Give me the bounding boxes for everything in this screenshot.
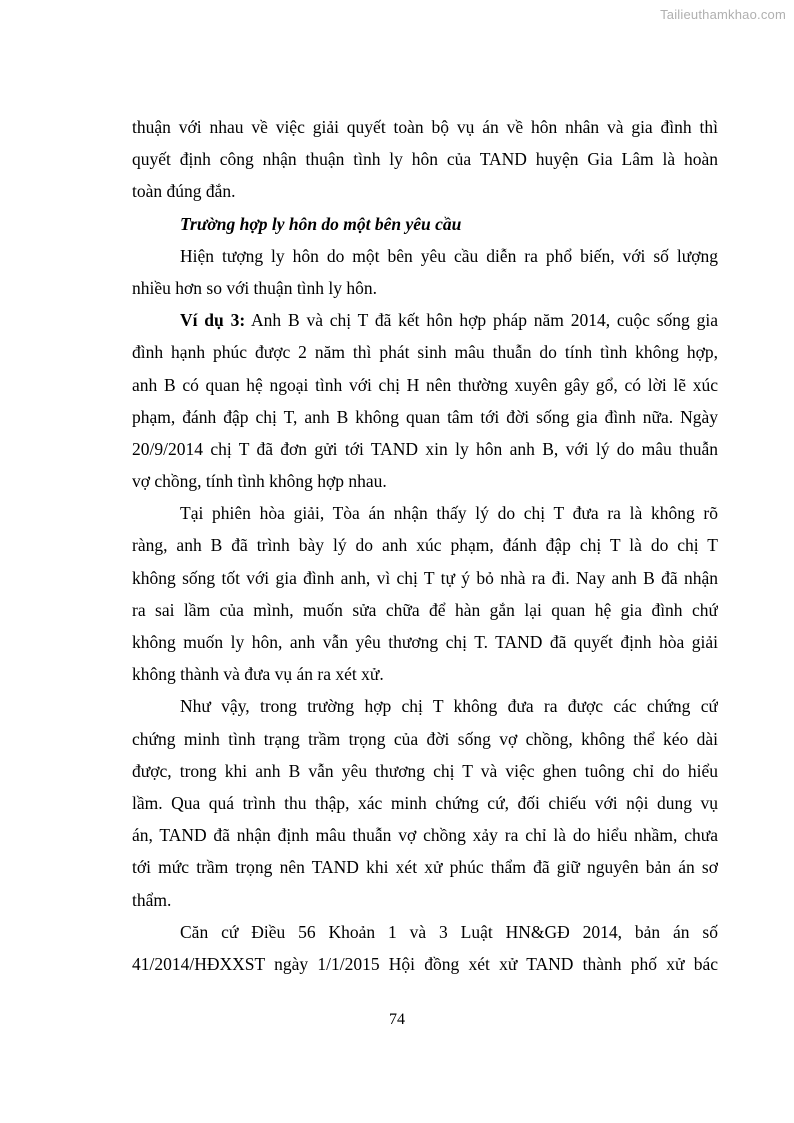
section-heading: Trường hợp ly hôn do một bên yêu cầu [180, 213, 462, 234]
text-line: Căn cứ Điều 56 Khoản 1 và 3 Luật HN&GĐ 2014, bản án số [180, 921, 718, 942]
text-line [132, 304, 718, 336]
text-line: được, trong khi anh B vẫn yêu thương chị T và việc ghen tuông chỉ do hiểu [132, 760, 718, 781]
text-line: quyết định công nhận thuận tình ly hôn của TAND huyện Gia Lâm là hoàn [132, 149, 718, 170]
text-line: toàn đúng đắn. [132, 181, 236, 202]
page-number: 74 [389, 1011, 405, 1028]
text-span: Anh B và chị T đã kết hôn hợp pháp năm 2014, cuộc sống gia [245, 310, 718, 331]
text-line: tới mức trầm trọng nên TAND khi xét xử phúc thẩm đã giữ nguyên bản án sơ [132, 857, 718, 878]
text-line: ra sai lầm của mình, muốn sửa chữa để hàn gắn lại quan hệ gia đình chứ [132, 599, 718, 620]
text-line: thẩm. [132, 889, 172, 910]
text-line: 20/9/2014 chị T đã đơn gửi tới TAND xin ly hôn anh B, với lý do mâu thuẫn [132, 438, 718, 459]
text-line: thuận với nhau về việc giải quyết toàn bộ vụ án về hôn nhân và gia đình thì [132, 117, 718, 137]
text-line: 41/2014/HĐXXST ngày 1/1/2015 Hội đồng xét xử TAND thành phố xử bác [132, 953, 718, 974]
text-line: án, TAND đã nhận định mâu thuẫn vợ chồng xảy ra chỉ là do hiểu nhầm, chưa [132, 825, 718, 846]
document-body [132, 111, 718, 980]
text-line: đình hạnh phúc được 2 năm thì phát sinh mâu thuẫn do tính tình không hợp, [132, 342, 718, 363]
watermark: Tailieuthamkhao.com [660, 7, 786, 22]
text-line: Tại phiên hòa giải, Tòa án nhận thấy lý do chị T đưa ra là không rõ [180, 503, 718, 524]
text-line: ràng, anh B đã trình bày lý do anh xúc phạm, đánh đập chị T là do chị T [132, 535, 718, 556]
text-line: không thành và đưa vụ án ra xét xử. [132, 664, 384, 685]
text-line: không muốn ly hôn, anh vẫn yêu thương chị T. TAND đã quyết định hòa giải [132, 632, 718, 652]
text-line: Hiện tượng ly hôn do một bên yêu cầu diễn ra phổ biến, với số lượng [180, 245, 718, 266]
text-line: nhiều hơn so với thuận tình ly hôn. [132, 277, 378, 298]
text-line: chứng minh tình trạng trầm trọng của đời sống vợ chồng, không thể kéo dài [132, 728, 718, 749]
text-line: không sống tốt với gia đình anh, vì chị T tự ý bỏ nhà ra đi. Nay anh B đã nhận [132, 567, 718, 588]
text-line: anh B có quan hệ ngoại tình với chị H nên thường xuyên gây gổ, có lời lẽ xúc [132, 374, 718, 395]
text-line: lầm. Qua quá trình thu thập, xác minh chứng cứ, đối chiếu với nội dung vụ [132, 792, 718, 813]
text-line: Như vậy, trong trường hợp chị T không đưa ra được các chứng cứ [180, 696, 718, 717]
text-line: vợ chồng, tính tình không hợp nhau. [132, 471, 387, 492]
text-line: phạm, đánh đập chị T, anh B không quan tâm tới đời sống gia đình nữa. Ngày [132, 406, 718, 427]
example-label: Ví dụ 3: [180, 310, 246, 331]
